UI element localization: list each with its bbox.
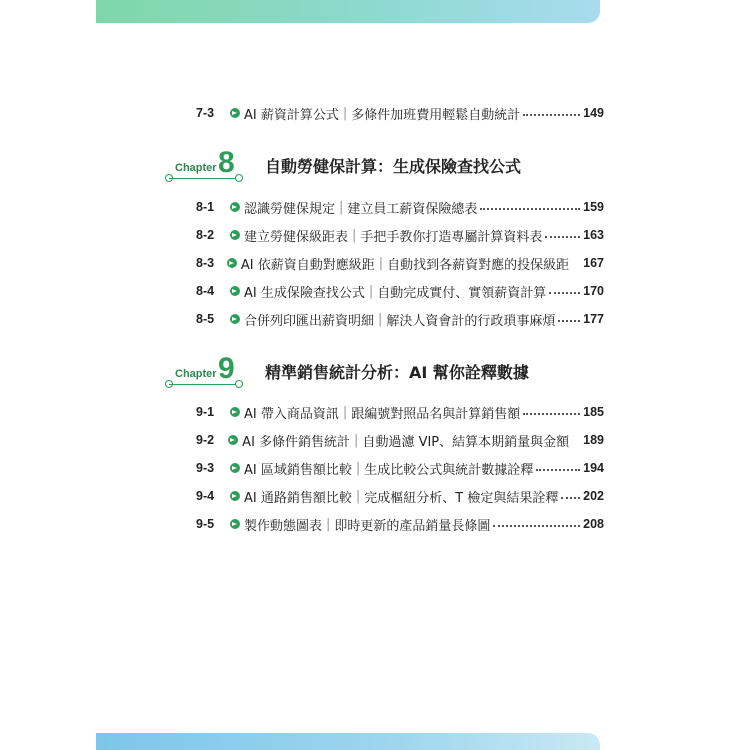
chapter-title: 自動勞健保計算：生成保險查找公式 (265, 157, 522, 176)
dot-leader (493, 525, 580, 527)
entry-subtitle: 自動找到各薪資對應的投保級距 (387, 257, 570, 273)
entry-title: AI 帶入商品資訊 (244, 406, 339, 422)
dot-leader (480, 208, 580, 210)
entry-title: 建立勞健保級距表 (244, 229, 349, 245)
page-number: 177 (583, 312, 604, 326)
toc-entry-9-1[interactable] (196, 401, 604, 423)
separator: | (342, 404, 348, 420)
entry-subtitle: 完成樞紐分析、T 檢定與結果詮釋 (364, 490, 559, 506)
dot-leader (561, 497, 580, 499)
separator: | (342, 105, 348, 121)
entry-number: 8-1 (196, 200, 215, 214)
dot-leader (536, 469, 580, 471)
toc-entry-8-4[interactable] (196, 280, 604, 302)
play-circle-icon (227, 258, 237, 268)
toc-entry-8-2[interactable] (196, 224, 604, 246)
chapter-rule (169, 384, 237, 385)
dot-leader (549, 292, 580, 294)
entry-number: 9-2 (196, 433, 215, 447)
toc-entry-8-3[interactable] (196, 252, 604, 274)
toc-entry-8-1[interactable] (196, 196, 604, 218)
page-number: 149 (583, 106, 604, 120)
separator: | (339, 199, 344, 215)
play-circle-icon (230, 108, 240, 118)
chapter-word: Chapter (175, 368, 217, 380)
separator: | (378, 311, 383, 327)
line-node-right (235, 174, 243, 182)
page-number: 202 (583, 489, 604, 503)
toc-entry-9-5[interactable] (196, 513, 604, 535)
entry-number: 8-2 (196, 228, 215, 242)
play-circle-icon (230, 202, 240, 212)
dot-leader (558, 320, 580, 322)
entry-number: 9-4 (196, 489, 215, 503)
chapter-number: 8 (218, 146, 235, 179)
play-circle-icon (230, 491, 240, 501)
entry-number: 9-1 (196, 405, 215, 419)
separator: | (378, 255, 384, 271)
entry-subtitle: 跟編號對照品名與計算銷售額 (351, 406, 521, 422)
entry-subtitle: 多條件加班費用輕鬆自動統計 (351, 107, 521, 123)
bottom-decorative-band (96, 733, 600, 750)
page-number: 185 (583, 405, 604, 419)
play-circle-icon (228, 435, 238, 445)
entry-title: AI 薪資計算公式 (244, 107, 339, 123)
top-decorative-band (96, 0, 600, 23)
play-circle-icon (230, 519, 240, 529)
entry-title: 製作動態圖表 (244, 518, 323, 534)
entry-title: 合併列印匯出薪資明細 (244, 313, 375, 329)
entry-title: AI 多條件銷售統計 (242, 434, 351, 450)
play-circle-icon (230, 286, 240, 296)
page-number: 170 (583, 284, 604, 298)
separator: | (326, 516, 331, 532)
play-circle-icon (230, 463, 240, 473)
toc-entry-9-4[interactable] (196, 485, 604, 507)
entry-subtitle: 解決人資會計的行政瑣事麻煩 (386, 313, 556, 329)
play-circle-icon (230, 407, 240, 417)
dot-leader (545, 236, 580, 238)
dot-leader (523, 114, 580, 116)
chapter-number: 9 (218, 352, 235, 385)
entry-subtitle: 即時更新的產品銷量長條圖 (334, 518, 491, 534)
entry-subtitle: 建立員工薪資保險總表 (347, 201, 478, 217)
page-number: 163 (583, 228, 604, 242)
page-number: 189 (583, 433, 604, 447)
entry-subtitle: 自動過濾 VIP、結算本期銷量與金額 (362, 434, 570, 450)
dot-leader (523, 413, 580, 415)
entry-number: 8-3 (196, 256, 215, 270)
separator: | (368, 283, 374, 299)
entry-subtitle: 手把手教你打造專屬計算資料表 (360, 229, 543, 245)
page-number: 167 (583, 256, 604, 270)
play-circle-icon (230, 314, 240, 324)
entry-title: AI 通路銷售額比較 (244, 490, 352, 506)
toc-entry-9-2[interactable] (196, 429, 604, 451)
chapter-word: Chapter (175, 162, 217, 174)
page-number: 159 (583, 200, 604, 214)
entry-number: 9-3 (196, 461, 215, 475)
entry-number: 7-3 (196, 106, 215, 120)
entry-subtitle: 生成比較公式與統計數據詮釋 (364, 462, 534, 478)
separator: | (355, 460, 361, 476)
toc-entry-8-5[interactable] (196, 308, 604, 330)
chapter-8-header (165, 146, 605, 192)
separator: | (355, 488, 361, 504)
chapter-rule (169, 178, 237, 179)
entry-number: 8-4 (196, 284, 215, 298)
line-node-right (235, 380, 243, 388)
entry-title: AI 區域銷售額比較 (244, 462, 352, 478)
entry-number: 9-5 (196, 517, 215, 531)
separator: | (352, 227, 357, 243)
toc-entry-7-3[interactable] (196, 102, 604, 124)
chapter-title: 精準銷售統計分析：AI 幫你詮釋數據 (265, 363, 529, 382)
entry-subtitle: 自動完成實付、實領薪資計算 (377, 285, 547, 301)
separator: | (354, 432, 359, 448)
page-number: 208 (583, 517, 604, 531)
page-number: 194 (583, 461, 604, 475)
toc-entry-9-3[interactable] (196, 457, 604, 479)
entry-title: AI 生成保險查找公式 (244, 285, 365, 301)
entry-title: 認識勞健保規定 (244, 201, 336, 217)
play-circle-icon (230, 230, 240, 240)
entry-number: 8-5 (196, 312, 215, 326)
entry-title: AI 依薪資自動對應級距 (240, 257, 375, 273)
chapter-9-header (165, 352, 605, 398)
